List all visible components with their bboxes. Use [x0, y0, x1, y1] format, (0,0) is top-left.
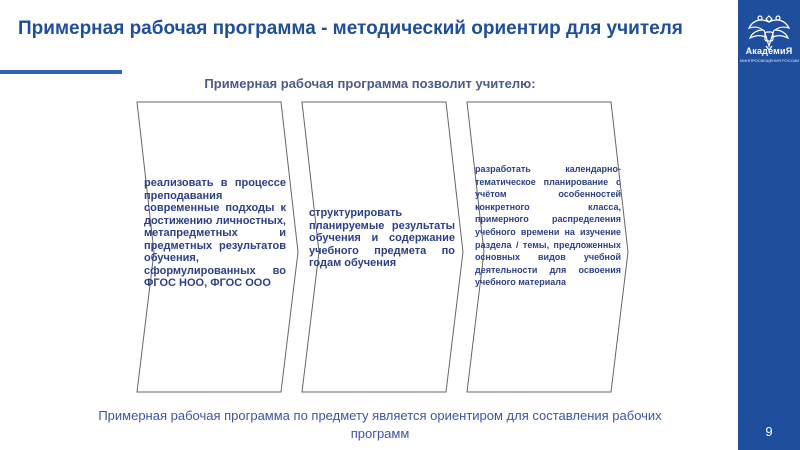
box-1-text: реализовать в процессе преподавания современные подходы к достижению личностных, метапредметных и предметных результатов обучения, сформулированных во ФГОС НОО, ФГОС ООО	[144, 177, 286, 289]
page-number: 9	[765, 424, 773, 439]
section-subtitle: Примерная рабочая программа позволит учителю:	[204, 76, 536, 91]
box-3-text: разработать календарно-тематическое планирование с учётом особенностей конкретного класса, примерного распределения учебного времени на изучение раздела / темы, предложенных основных видов учебной деятельности для освоения учебного материала	[475, 164, 621, 288]
double-headed-eagle-icon	[743, 8, 795, 78]
sidebar	[738, 0, 800, 450]
box-2-text: структурировать планируемые результаты обучения и содержание учебного предмета по годам обучения	[309, 207, 455, 269]
page-title: Примерная рабочая программа - методический ориентир для учителя	[18, 18, 683, 39]
footer-note: Примерная рабочая программа по предмету является ориентиром для составления рабочих программ	[98, 408, 662, 441]
logo-subtext: МИНПРОСВЕЩЕНИЯ РОССИИ	[740, 58, 800, 63]
logo-text: АкадемиЯ	[745, 46, 793, 56]
